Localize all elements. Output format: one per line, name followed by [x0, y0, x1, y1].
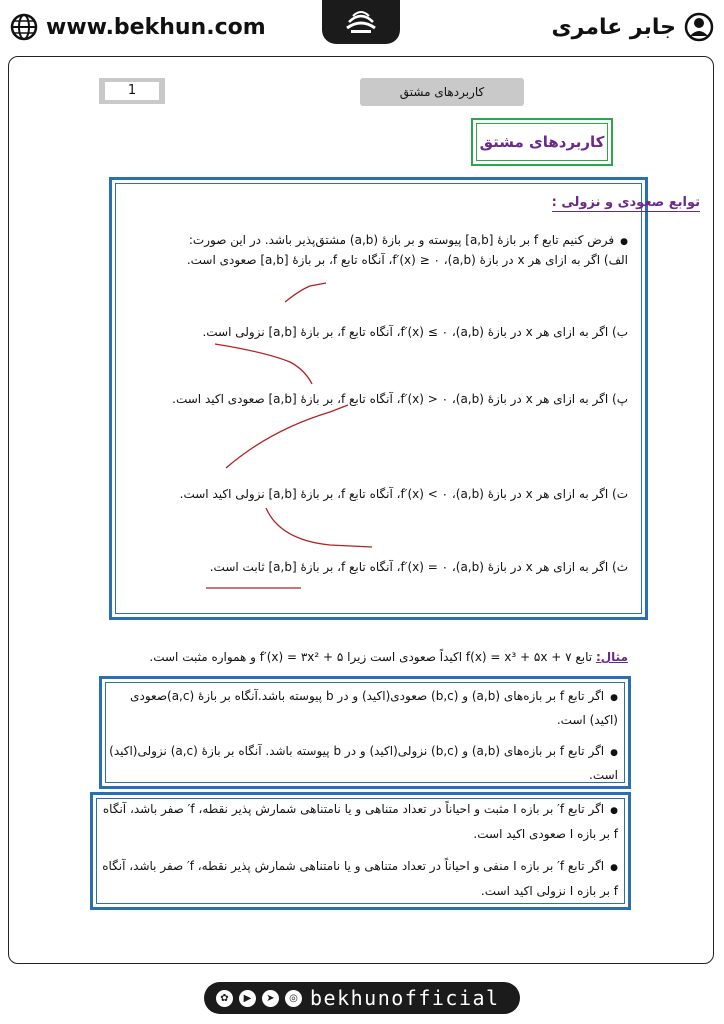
telegram-icon[interactable]: ➤ — [262, 990, 279, 1007]
definition-alef: الف) اگر به ازای هر x در بازهٔ (a,b)، f′(x) ≥ ۰، آنگاه تابع f، بر بازهٔ [a,b] صعودی است. — [186, 253, 628, 267]
section-title: توابع صعودی و نزولی : — [551, 195, 700, 210]
definition-intro: ● فرض کنیم تابع f بر بازهٔ [a,b] پیوسته و بر بازهٔ (a,b) مشتق‌پذیر باشد. در این صورت: — [189, 233, 628, 247]
box3-item1-line1: ● اگر تابع f′ بر بازه I مثبت و احیاناً در تعداد متناهی و یا نامتناهی شمارش پذیر نقطه، f′ صفر باشد، آنگاه — [103, 802, 618, 816]
box2-item2-line2: است. — [589, 768, 618, 782]
aparat-icon[interactable]: ✿ — [216, 990, 233, 1007]
youtube-icon[interactable]: ▶ — [239, 990, 256, 1007]
definition-pe: پ) اگر به ازای هر x در بازهٔ (a,b)، f′(x) > ۰، آنگاه تابع f، بر بازهٔ [a,b] صعودی اکید است. — [172, 392, 628, 406]
strict-increasing-curve — [226, 405, 348, 468]
chapter-title: کاربردهای مشتق — [476, 123, 608, 161]
social-footer[interactable] — [204, 982, 520, 1014]
box2-item1-line1: ● اگر تابع f بر بازه‌های (a,b) و (b,c) صعودی(اکید) و در b پیوسته باشد.آنگاه بر بازهٔ (a,c)صعودی — [130, 689, 618, 703]
increasing-curve — [285, 283, 326, 302]
box2-item2-line1: ● اگر تابع f بر بازه‌های (a,b) و (b,c) نزولی(اکید) و در b پیوسته باشد. آنگاه بر بازهٔ (a,c) نزولی(اکید) — [109, 744, 618, 758]
social-handle[interactable]: bekhunofficial — [310, 986, 500, 1010]
definition-te: ت) اگر به ازای هر x در بازهٔ (a,b)، f′(x) < ۰، آنگاه تابع f، بر بازهٔ [a,b] نزولی اکید است. — [179, 487, 628, 501]
topic-tab: کاربردهای مشتق — [360, 78, 524, 106]
instagram-icon[interactable]: ◎ — [285, 990, 302, 1007]
box3-item2-line1: ● اگر تابع f′ بر بازه I منفی و احیاناً در تعداد متناهی و یا نامتناهی شمارش پذیر نقطه، f′ صفر باشد، آنگاه — [102, 859, 618, 873]
example-text: تابع f(x) = x³ + ۵x + ۷ اکیداً صعودی است زیرا f′(x) = ۳x² + ۵ و همواره مثبت است. — [149, 650, 593, 664]
author-name: جابر عامری — [551, 14, 676, 40]
site-url-text: www.bekhun.com — [46, 14, 266, 40]
example-label: مثال: — [595, 650, 628, 664]
box3-item2-line2: f بر بازه I نزولی اکید است. — [480, 884, 618, 898]
definition-se: ث) اگر به ازای هر x در بازهٔ (a,b)، f′(x) = ۰، آنگاه تابع f، بر بازهٔ [a,b] ثابت است. — [209, 560, 628, 574]
box2-item1-line2: (اکید) است. — [556, 713, 618, 727]
box3-item1-line2: f بر بازه I صعودی اکید است. — [473, 827, 618, 841]
example — [149, 650, 628, 664]
definition-be: ب) اگر به ازای هر x در بازهٔ (a,b)، f′(x) ≤ ۰، آنگاه تابع f، بر بازهٔ [a,b] نزولی است. — [202, 325, 628, 339]
page-number: 1 — [99, 78, 165, 104]
strict-decreasing-curve — [266, 508, 372, 547]
decreasing-curve — [215, 344, 312, 384]
